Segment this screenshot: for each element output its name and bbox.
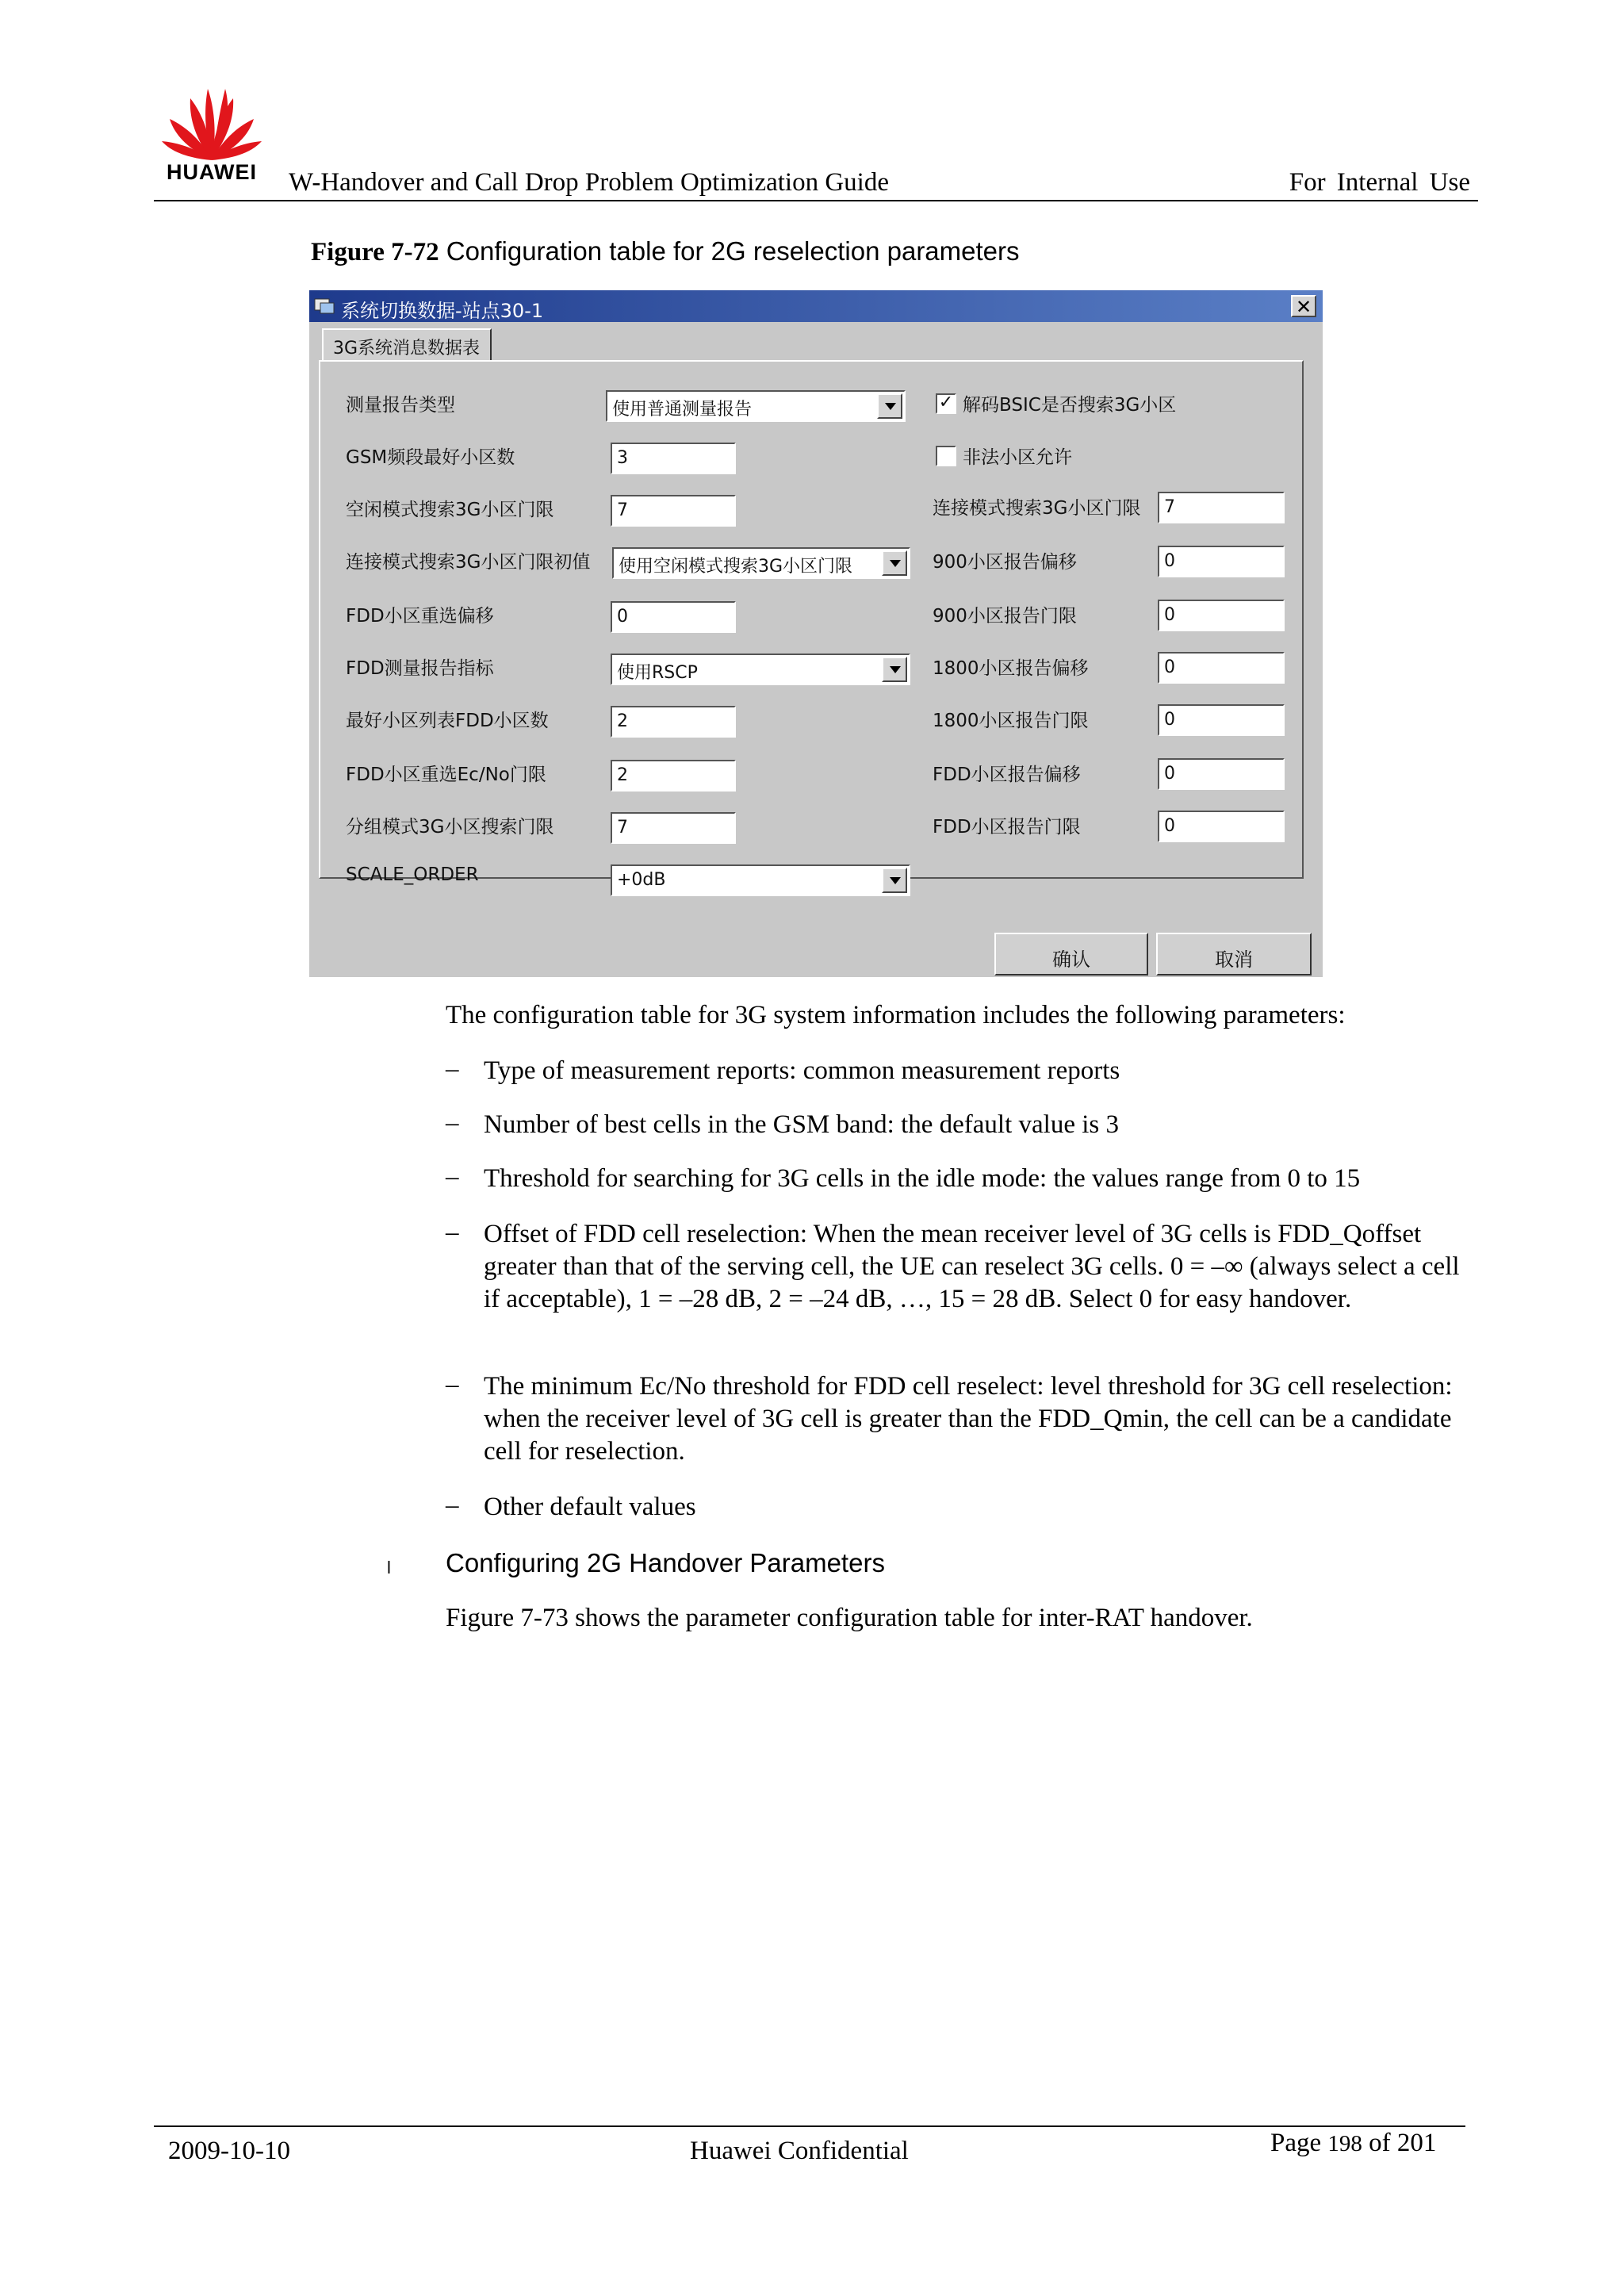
- 900-report-threshold-input[interactable]: 0: [1158, 600, 1285, 631]
- label-scale-order: SCALE_ORDER: [346, 864, 479, 885]
- scale-order-value: +0dB: [617, 870, 666, 890]
- chevron-down-icon[interactable]: [882, 657, 907, 682]
- page-total: of 201: [1369, 2129, 1437, 2157]
- gsm-best-cells-input[interactable]: 3: [611, 443, 736, 474]
- fdd-report-metric-select[interactable]: [611, 654, 910, 685]
- bullet-dash: –: [446, 1109, 459, 1137]
- figure-caption-text: Configuration table for 2G reselection parameters: [446, 236, 1020, 266]
- bullet-dash: –: [446, 1055, 459, 1083]
- classification-label: For Internal Use: [1289, 168, 1470, 197]
- decode-bsic-checkbox[interactable]: ✓: [936, 393, 956, 414]
- page-current: 198: [1327, 2131, 1362, 2156]
- fdd-report-offset-input[interactable]: 0: [1158, 758, 1285, 790]
- label-fdd-reselect-offset: FDD小区重选偏移: [346, 606, 494, 627]
- label-1800-report-offset: 1800小区报告偏移: [933, 658, 1089, 679]
- packet-search-threshold-input[interactable]: 7: [611, 812, 736, 844]
- label-gsm-best-cells: GSM频段最好小区数: [346, 447, 515, 468]
- label-meas-report-type: 测量报告类型: [346, 395, 455, 416]
- figure-label: Figure 7-72: [311, 238, 439, 266]
- header-rule: [154, 200, 1478, 201]
- dialog-title: 系统切换数据-站点30-1: [341, 300, 544, 322]
- best-cell-fdd-count-input[interactable]: 2: [611, 706, 736, 738]
- illegal-cell-label: 非法小区允许: [963, 447, 1072, 468]
- label-fdd-report-offset: FDD小区报告偏移: [933, 765, 1081, 785]
- huawei-logo: [159, 82, 265, 187]
- document-title: W-Handover and Call Drop Problem Optimization Guide: [289, 168, 890, 197]
- label-fdd-report-metric: FDD测量报告指标: [346, 658, 494, 679]
- conn-search-init-value: 使用空闲模式搜索3G小区门限: [619, 557, 853, 577]
- cancel-button[interactable]: 取消: [1156, 933, 1312, 976]
- bullet-dash: –: [446, 1370, 459, 1399]
- footer-confidential: Huawei Confidential: [690, 2137, 909, 2165]
- scale-order-select[interactable]: [611, 864, 910, 896]
- fdd-reselect-offset-input[interactable]: 0: [611, 601, 736, 633]
- meas-report-type-select[interactable]: [606, 390, 906, 422]
- label-900-report-offset: 900小区报告偏移: [933, 552, 1077, 573]
- illegal-cell-checkbox[interactable]: [936, 446, 956, 466]
- chevron-down-icon[interactable]: [882, 550, 907, 576]
- logo-text: HUAWEI: [167, 160, 257, 184]
- config-dialog: [309, 290, 1323, 977]
- intro-paragraph: The configuration table for 3G system information includes the following parameters:: [446, 1001, 1346, 1029]
- conn-search-threshold-input[interactable]: 7: [1158, 492, 1285, 523]
- label-idle-search-threshold: 空闲模式搜索3G小区门限: [346, 500, 554, 520]
- label-1800-report-threshold: 1800小区报告门限: [933, 711, 1089, 731]
- 900-report-offset-input[interactable]: 0: [1158, 546, 1285, 577]
- 1800-report-threshold-input[interactable]: 0: [1158, 704, 1285, 736]
- ok-button[interactable]: 确认: [994, 933, 1148, 976]
- fdd-report-metric-value: 使用RSCP: [617, 663, 698, 683]
- dialog-titlebar: [309, 290, 1323, 322]
- fdd-report-threshold-input[interactable]: 0: [1158, 811, 1285, 842]
- conn-search-init-select[interactable]: [612, 547, 910, 579]
- label-best-cell-fdd-count: 最好小区列表FDD小区数: [346, 711, 549, 731]
- 1800-report-offset-input[interactable]: 0: [1158, 652, 1285, 684]
- page-prefix: Page: [1270, 2129, 1322, 2157]
- closing-paragraph: Figure 7-73 shows the parameter configuration table for inter-RAT handover.: [446, 1604, 1253, 1632]
- tab-3g-system-info[interactable]: 3G系统消息数据表: [322, 328, 492, 362]
- bullet-item: The minimum Ec/No threshold for FDD cell reselect: level threshold for 3G cell reselection: when the receiver level of 3G cell is greater than the FDD_Qmin, the cell can be a candidate cell for reselection.: [484, 1372, 1453, 1466]
- close-icon[interactable]: ✕: [1291, 295, 1316, 317]
- footer-page-number: [1270, 2129, 1436, 2158]
- label-900-report-threshold: 900小区报告门限: [933, 606, 1077, 627]
- label-conn-search-init: 连接模式搜索3G小区门限初值: [346, 552, 591, 573]
- bullet-dash: –: [446, 1491, 459, 1520]
- bullet-item: Number of best cells in the GSM band: the default value is 3: [484, 1110, 1119, 1139]
- bullet-item: Threshold for searching for 3G cells in the idle mode: the values range from 0 to 15: [484, 1164, 1361, 1193]
- bullet-item: Offset of FDD cell reselection: When the mean receiver level of 3G cells is FDD_Qoffset greater than that of the serving cell, the UE can reselect 3G cells. 0 = –∞ (always select a cell if acceptable), 1 = –28 dB, 2 = –24 dB, …, 15 = 28 dB. Select 0 for easy handover.: [484, 1220, 1460, 1313]
- chevron-down-icon[interactable]: [877, 393, 902, 419]
- label-fdd-report-threshold: FDD小区报告门限: [933, 817, 1081, 838]
- fdd-ecno-threshold-input[interactable]: 2: [611, 760, 736, 792]
- huawei-petals-icon: [159, 82, 265, 162]
- section-subheading: Configuring 2G Handover Parameters: [446, 1548, 885, 1577]
- app-icon: [314, 296, 335, 315]
- label-fdd-ecno-threshold: FDD小区重选Ec/No门限: [346, 765, 546, 785]
- bullet-item: Other default values: [484, 1493, 696, 1521]
- label-conn-search-threshold: 连接模式搜索3G小区门限: [933, 498, 1141, 519]
- bullet-dash: –: [446, 1218, 459, 1247]
- idle-search-threshold-input[interactable]: 7: [611, 495, 736, 527]
- footer-rule: [154, 2125, 1465, 2127]
- figure-caption: [311, 236, 1020, 267]
- meas-report-type-value: 使用普通测量报告: [612, 400, 753, 420]
- footer-date: 2009-10-10: [168, 2137, 290, 2165]
- bullet-dash: –: [446, 1163, 459, 1191]
- subhead-bullet: l: [387, 1558, 391, 1577]
- label-packet-search-threshold: 分组模式3G小区搜索门限: [346, 817, 554, 838]
- chevron-down-icon[interactable]: [882, 868, 907, 893]
- bullet-item: Type of measurement reports: common measurement reports: [484, 1056, 1120, 1085]
- decode-bsic-label: 解码BSIC是否搜索3G小区: [963, 395, 1177, 416]
